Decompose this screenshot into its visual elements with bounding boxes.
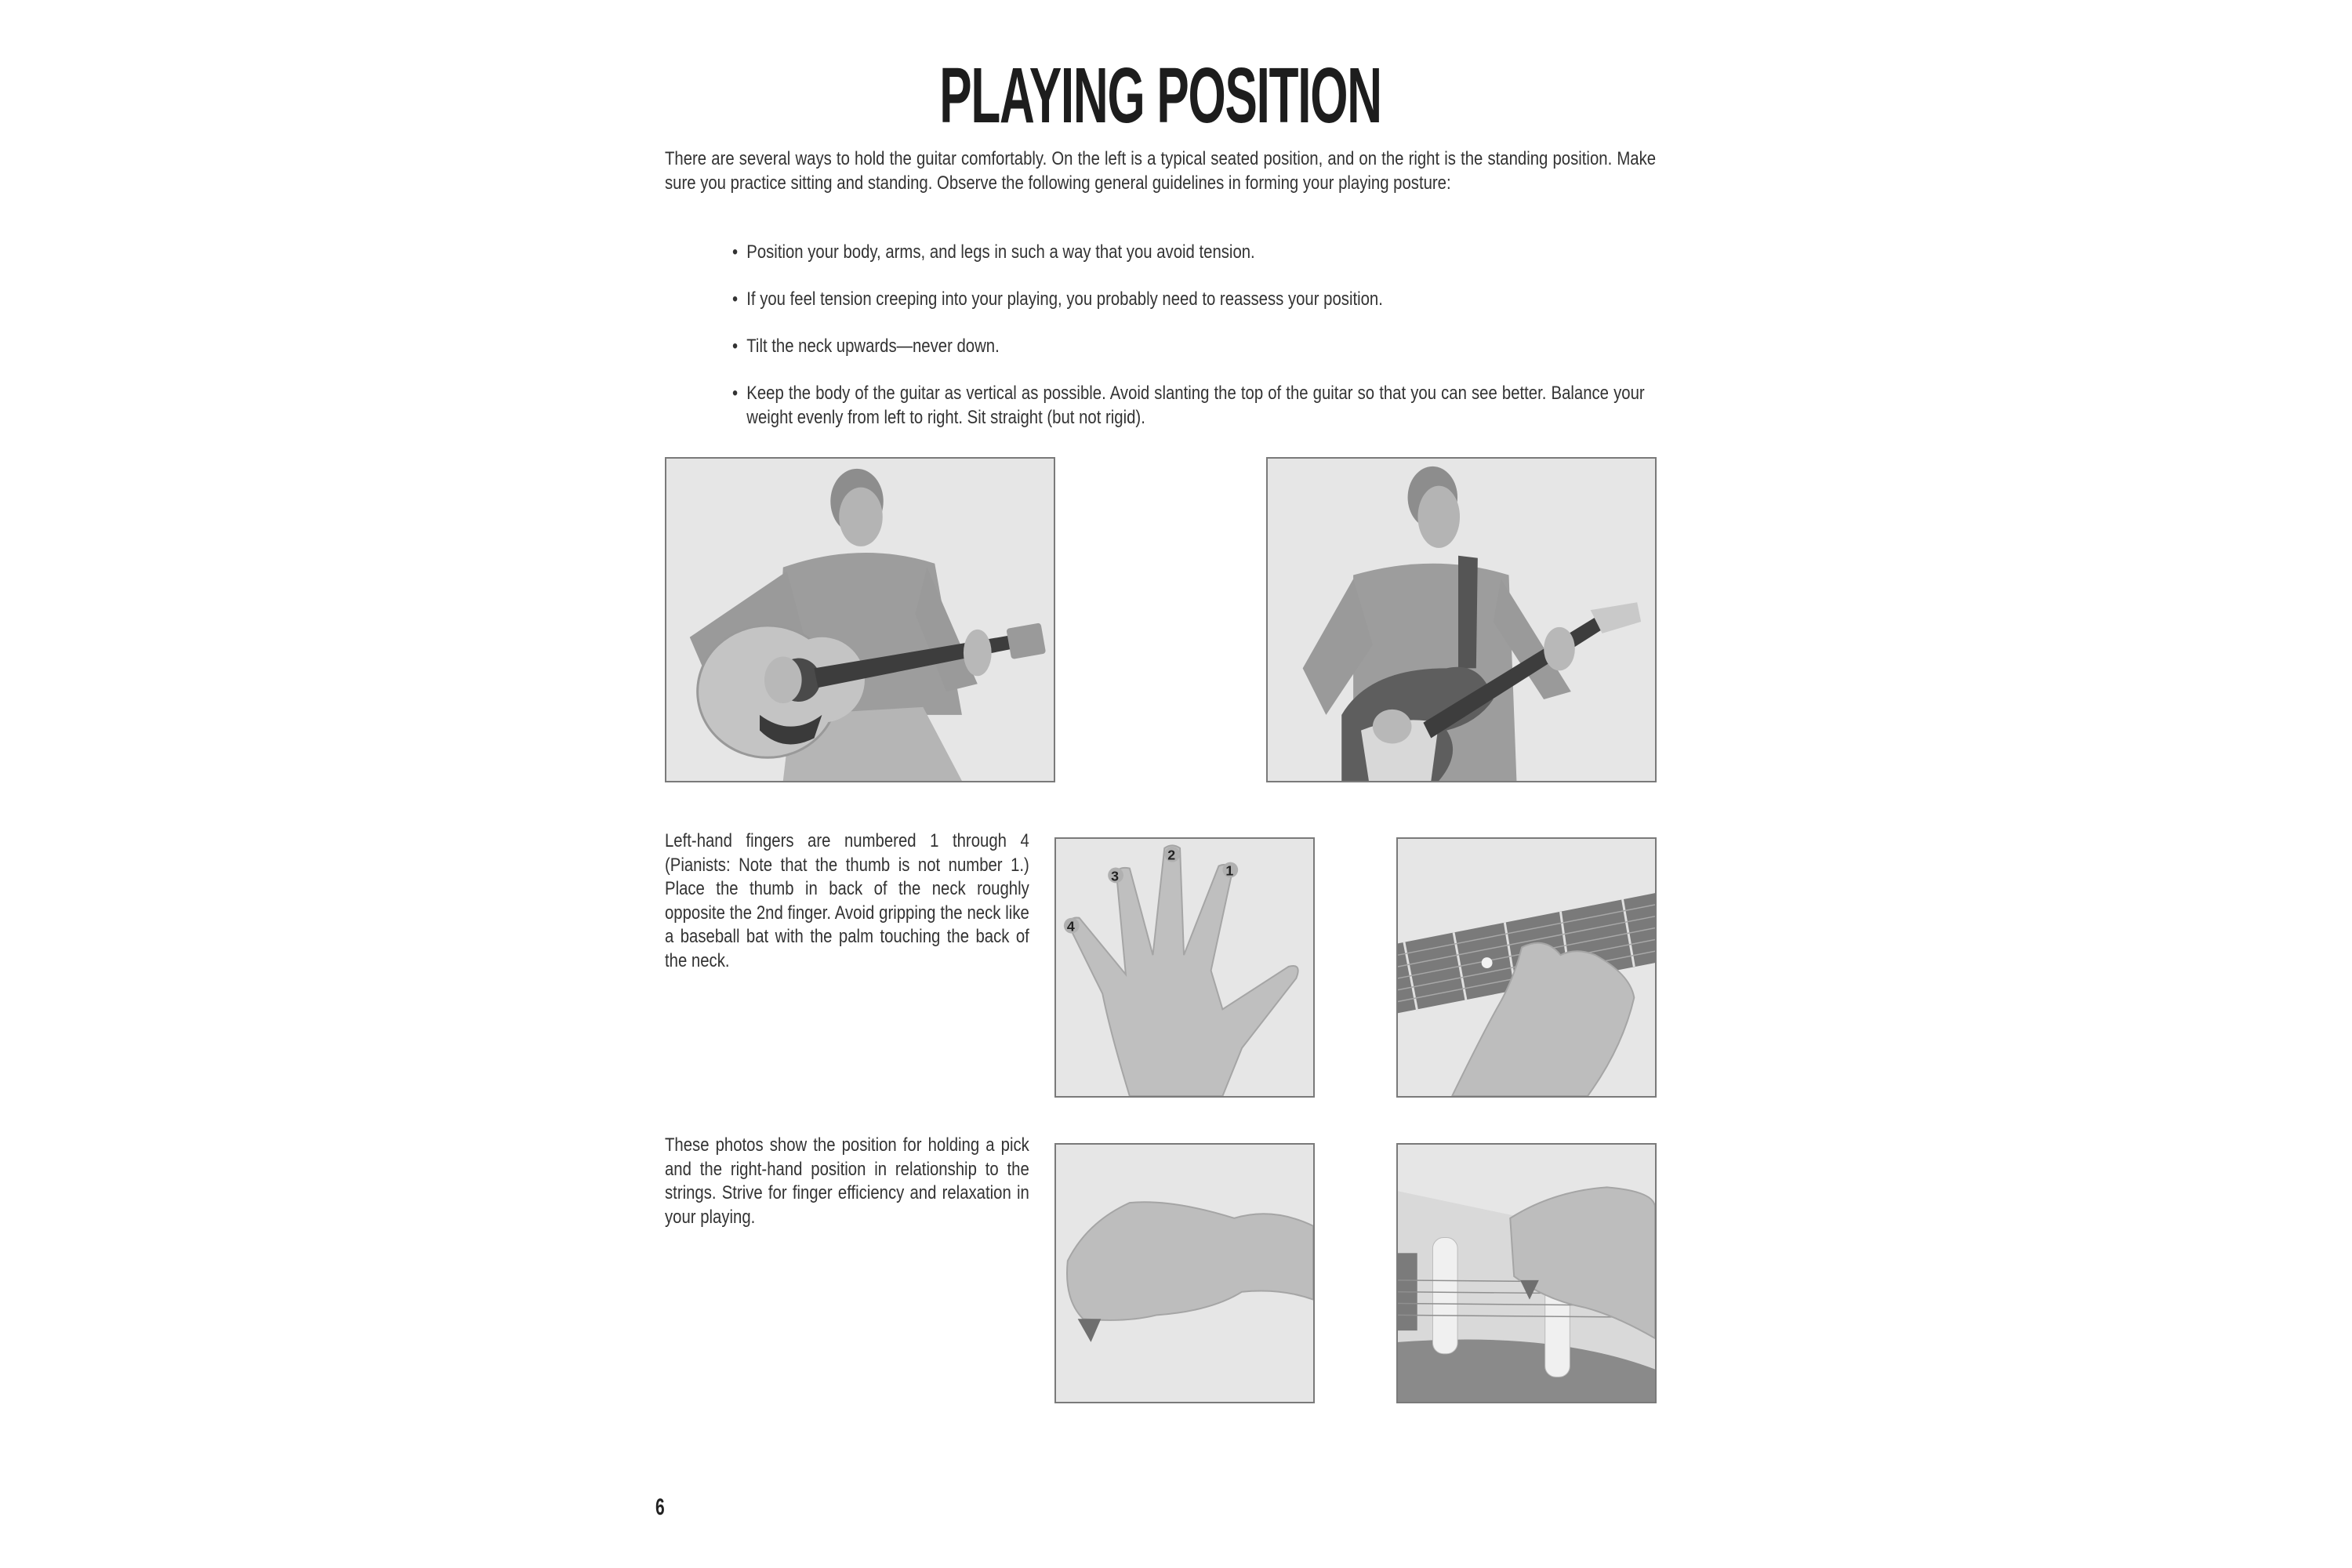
guideline-item xyxy=(732,335,1000,359)
guideline-item xyxy=(732,241,1255,265)
numbered-hand-illustration xyxy=(1056,839,1313,1096)
guideline-text: Tilt the neck upwards—never down. xyxy=(746,336,1000,357)
pick-grip-illustration xyxy=(1056,1145,1313,1402)
guideline-item xyxy=(732,288,1383,312)
bullet-icon: • xyxy=(732,383,739,404)
guideline-text: If you feel tension creeping into your playing, you probably need to reassess your position. xyxy=(746,289,1383,310)
standing-position-photo xyxy=(1266,457,1657,782)
bullet-icon: • xyxy=(732,241,739,263)
finger-number-3: 3 xyxy=(1111,868,1120,884)
right-hand-paragraph: These photos show the position for holding a pick and the right-hand position in relationship to the strings. Strive for finger efficiency and relaxation in your playing. xyxy=(665,1134,1029,1228)
guideline-text: Position your body, arms, and legs in such a way that you avoid tension. xyxy=(746,241,1255,263)
left-hand-paragraph: Left-hand fingers are numbered 1 through 4 (Pianists: Note that the thumb is not number 1.) Place the thumb in back of the neck roughly opposite the 2nd finger. Avoid gripping the neck like a baseball bat with the palm touching the back of the neck. xyxy=(665,830,1029,971)
bullet-icon: • xyxy=(732,289,739,310)
seated-guitarist-illustration xyxy=(666,459,1054,781)
standing-guitarist-illustration xyxy=(1268,459,1655,781)
finger-number-2: 2 xyxy=(1167,847,1176,863)
bullet-icon: • xyxy=(732,336,739,357)
strumming-hand-illustration xyxy=(1398,1145,1655,1402)
fretboard-hand-illustration xyxy=(1398,839,1655,1096)
seated-position-photo xyxy=(665,457,1055,782)
left-hand-finger-numbers-photo xyxy=(1054,837,1315,1098)
holding-pick-photo xyxy=(1054,1143,1315,1403)
right-hand-over-strings-photo xyxy=(1396,1143,1657,1403)
finger-number-1: 1 xyxy=(1225,862,1234,879)
guideline-item xyxy=(732,382,1648,430)
guideline-text: Keep the body of the guitar as vertical as possible. Avoid slanting the top of the guitar so that you can see better. Balance your weight evenly from left to right. Sit straight (but not rigid). xyxy=(746,383,1645,428)
page-title: PLAYING POSITION xyxy=(939,52,1381,140)
left-hand-on-fretboard-photo xyxy=(1396,837,1657,1098)
page-number: 6 xyxy=(655,1494,665,1520)
intro-paragraph: There are several ways to hold the guitar comfortably. On the left is a typical seated position, and on the right is the standing position. Make sure you practice sitting and standing. Observe the following general guidelines in forming your playing posture: xyxy=(665,148,1657,194)
finger-number-4: 4 xyxy=(1066,918,1075,935)
